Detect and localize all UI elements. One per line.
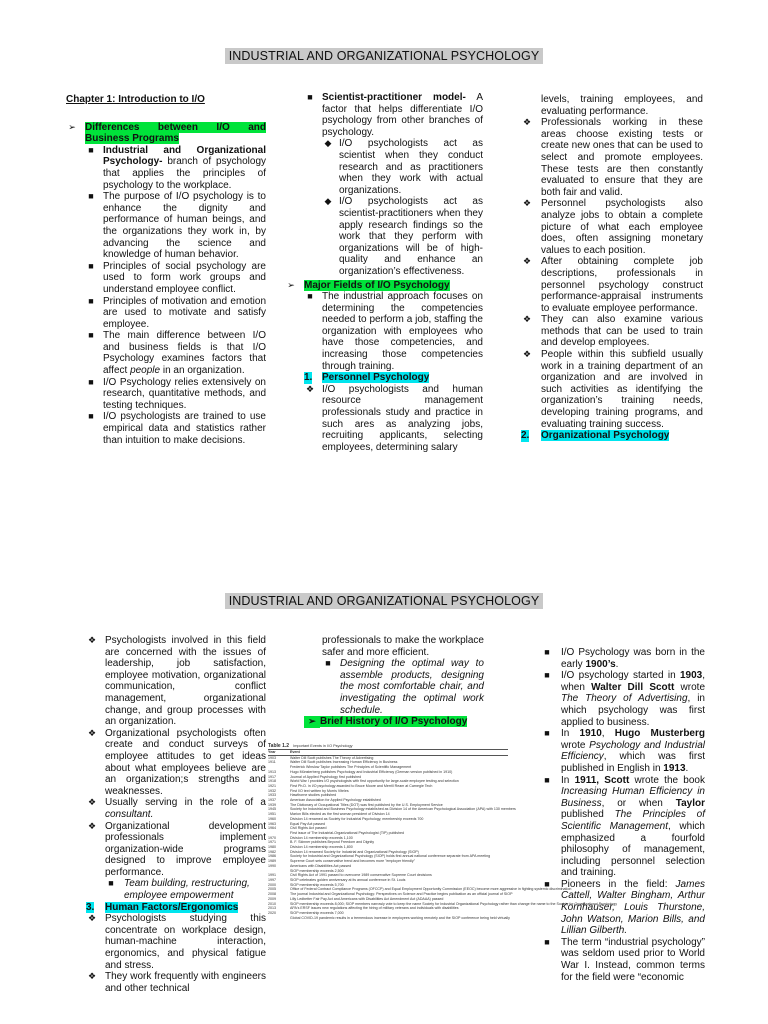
list-item: ❖ People within this subfield usually work in a training department of an organization and are involved in such activities as identifying the organization’s training needs, developing training programs, and evaluating training success. (522, 349, 703, 430)
list-item: ■ I/O Psychology relies extensively on research, quantitative methods, and testing techniques. (85, 377, 266, 412)
square-bullet-icon: ■ (88, 260, 94, 271)
table-cell-year: 2009 (268, 896, 276, 901)
table-cell-year: 1990 (268, 863, 276, 868)
square-bullet-icon: ■ (544, 936, 550, 947)
list-item: ■ In 1911, Scott wrote the book Increasing Human Efficiency in Business, or when Taylor published The Principles of Scientific Management, which emphasized a fourfold philosophy of management, including personnel selection and training. (541, 775, 705, 879)
square-bullet-icon: ■ (544, 774, 550, 785)
table-cell-year: 1918 (268, 779, 276, 784)
table-cell-event: Walter Dill Scott publishes The Theory of Advertising (290, 755, 374, 760)
page-title: INDUSTRIAL AND ORGANIZATIONAL PSYCHOLOGY (0, 596, 768, 609)
table-cell-event: SIOP membership exceeds 8,000; SIOP members narrowly vote to keep the name Society for Industrial Organizational Psychology rather than change the name to the Society for Organizational Psychology (290, 901, 618, 906)
list-item: ■ I/O psychology started in 1903, when Walter Dill Scott wrote The Theory of Advertising, in which psychology was first applied to business. (541, 670, 705, 728)
arrow-bullet-icon: ➢ (304, 716, 320, 728)
table-cell-event: APA's ERSF issues new regulations affecting the hiring of military veterans and individuals with disabilities (290, 906, 459, 911)
column-1 (66, 94, 266, 446)
table-cell-year: 1917 (268, 774, 276, 779)
table-cell-event: First I/O text written by Morris Viteles (290, 788, 349, 793)
table-cell-event: Civil Rights Act passed (290, 826, 327, 831)
table-cell-year: 1945 (268, 807, 276, 812)
list-item: ◆ I/O psychologists act as scientist-practitioners when they apply research findings so the work that they perform with organizations will be of high-quality and enhance an organization’s effectiveness. (322, 196, 483, 277)
list-item: ■ The purpose of I/O psychology is to enhance the dignity and performance of human beings, and the organizations they work in, by advancing the science and knowledge of human behavior. (85, 191, 266, 261)
table-cell-year: 1980 (268, 845, 276, 850)
table-cell-year: 1951 (268, 812, 276, 817)
list-item: ❖ They can also examine various methods that can be used to train and develop employees. (522, 314, 703, 349)
list-item: ■ I/O psychologists are trained to use empirical data and statistics rather than intuition to make decisions. (85, 411, 266, 446)
diff-heading: ➢ Differences between I/O and Business Programs (66, 122, 266, 145)
table-cell-year: 1960 (268, 816, 276, 821)
square-bullet-icon: ■ (325, 658, 331, 669)
square-bullet-icon: ■ (307, 92, 313, 102)
four-point-star-bullet-icon: ❖ (305, 383, 315, 394)
square-bullet-icon: ■ (544, 878, 550, 889)
table-caption: Table 1.2 Important Events in I/O Psychology (268, 743, 353, 749)
table-cell-year: 1970 (268, 835, 276, 840)
four-point-star-bullet-icon: ❖ (87, 797, 97, 808)
table-cell-year: 1997 (268, 877, 276, 882)
table-cell-event: The Dictionary of Occupational Titles (DOT) was first published by the U.S. Employment Service (290, 802, 443, 807)
list-item: ■ Principles of motivation and emotion are used to motivate and satisfy employee. (85, 296, 266, 331)
list-item-continued: professionals to make the workplace safer and more efficient. (322, 635, 484, 658)
table-row (268, 916, 508, 921)
list-item: ❖ They work frequently with engineers and other technical (87, 971, 266, 994)
list-item: ■ In 1910, Hugo Musterberg wrote Psychology and Industrial Efficiency, which was first published in English in 1913. (541, 728, 705, 774)
page-2 (0, 512, 768, 1024)
table-cell-year: 2013 (268, 906, 276, 911)
table-cell-year: 1991 (268, 873, 276, 878)
square-bullet-icon: ■ (88, 330, 94, 341)
table-cell-event: Marion Bills elected as the first woman president of Division 14 (290, 812, 390, 817)
table-cell-year: 1933 (268, 793, 276, 798)
list-item: ■ The main difference between I/O and business fields is that I/O Psychology examines factors that affect people in an organization. (85, 330, 266, 376)
table-cell-year: 1989 (268, 859, 276, 864)
column-3 (541, 647, 705, 983)
chapter-heading: Chapter 1: Introduction to I/O (66, 94, 205, 105)
four-point-star-bullet-icon: ❖ (87, 635, 97, 645)
list-item: ■ Pioneers in the field: James Cattell, Walter Bingham, Arthur Kornhauser, Louis Thurstone, John Watson, Marion Bills, and Lillian Gilberth. (541, 879, 705, 937)
table-cell-year: 2005 (268, 887, 276, 892)
list-item: ■ Principles of social psychology are used to form work groups and understand employee conflict. (85, 261, 266, 296)
table-cell-event: Walter Dill Scott publishes Increasing Human Efficiency in Business (290, 760, 398, 765)
table-cell-event: Hugo Münsterberg publishes Psychology and Industrial Efficiency (German version published in 1910) (290, 769, 453, 774)
table-cell-year: 1971 (268, 840, 276, 845)
list-item: ■ Scientist-practitioner model- A factor that helps differentiate I/O psychology from other branches of psychology. (304, 92, 483, 138)
square-bullet-icon: ■ (88, 191, 94, 202)
table-cell-event: Office of Federal Contract Compliance Programs (OFCCP) and Equal Employment Opportunity Commission (EEOC) become more aggressive in fighting systemic discrimination (290, 887, 572, 892)
table-cell-event: Global COVID-19 pandemic results in a tremendous increase in employees working remotely and the SIOP conference being held virtually (290, 915, 510, 920)
square-bullet-icon: ■ (108, 878, 114, 889)
column-2 (285, 92, 483, 453)
four-point-star-bullet-icon: ❖ (522, 198, 532, 209)
square-bullet-icon: ■ (544, 670, 550, 681)
list-item: ■ Industrial and Organizational Psychology- branch of psychology that applies the principles of psychology to the workplace. (85, 145, 266, 191)
page-title: INDUSTRIAL AND ORGANIZATIONAL PSYCHOLOGY (0, 51, 768, 64)
four-point-star-bullet-icon: ❖ (522, 117, 532, 128)
table-cell-event: Society for Industrial and Business Psychology established as Division 14 of the American Psychological Association (APA) with 130 members (290, 807, 516, 812)
table-cell-event: Journal of Applied Psychology first published (290, 774, 362, 779)
four-point-star-bullet-icon: ❖ (522, 314, 532, 325)
square-bullet-icon: ■ (88, 376, 94, 387)
list-item: ■ The industrial approach focuses on determining the competencies needed to perform a job, staffing the organization with employees who have those competencies, and increasing those competencies through training. (304, 291, 483, 372)
table-cell-event: First Ph.D. in I/O psychology awarded to Bruce Moore and Merrill Ream at Carnegie Tech (290, 783, 433, 788)
table-cell-event: SIOP membership exceeds 2,500 (290, 868, 344, 873)
table-header: Year Event (268, 749, 508, 756)
table-cell-year: 1913 (268, 769, 276, 774)
table-cell-year: 2020 (268, 910, 276, 915)
square-bullet-icon: ■ (88, 411, 94, 422)
table-cell-year: 1932 (268, 788, 276, 793)
list-item: ❖ Usually serving in the role of a consultant. (87, 797, 266, 820)
table-cell-event: The journal Industrial and Organizational Psychology: Perspectives on Science and Practice begins publication as an official journal of SIOP (290, 892, 513, 897)
table-cell-event: Frederick Winslow Taylor publishes The Principles of Scientific Management (290, 765, 412, 770)
table-cell-event: SIOP membership exceeds 5,700 (290, 882, 344, 887)
diamond-bullet-icon: ◆ (324, 196, 332, 207)
square-bullet-icon: ■ (88, 144, 94, 155)
table-cell-year: 1986 (268, 854, 276, 859)
list-item: ◆ I/O psychologists act as scientist when they conduct research and as practitioners when they work with actual organizations. (322, 138, 483, 196)
table-cell-year: 1937 (268, 798, 276, 803)
four-point-star-bullet-icon: ❖ (87, 913, 97, 924)
list-item: ■ Designing the optimal way to assemble products, designing the most comfortable chair, and investigating the optimal work schedule. (304, 658, 484, 716)
list-item: ❖ Organizational psychologists often create and conduct surveys of employee attitudes to get ideas about what employees believe are an organization;s strengths and weaknesses. (87, 727, 266, 797)
list-item: ❖ I/O psychologists and human resource management professionals study and practice in such ares as analyzing jobs, recruiting applicants, selecting employees, determining salary (305, 383, 483, 453)
table-cell-event: Equal Pay Act passed (290, 821, 325, 826)
four-point-star-bullet-icon: ❖ (87, 727, 97, 738)
table-cell-event: Society for Industrial and Organizational Psychology (SIOP) holds first annual national conference separate from APA meeting (290, 854, 491, 859)
table-cell-event: Hawthorne studies published (290, 793, 337, 798)
table-cell-event: SIOP celebrates golden anniversary at its annual conference in St. Louis (290, 877, 406, 882)
table-cell-event: First issue of The Industrial-Organizational Psychologist (TIP) published (290, 830, 404, 835)
table-cell-event: World War I provides I/O psychologists with first opportunity for large-scale employee testing and selection (290, 779, 459, 784)
table-cell-year: 2008 (268, 892, 276, 897)
list-item: ■ I/O Psychology was born in the early 1900’s. (541, 647, 705, 670)
table-cell-year: 1963 (268, 821, 276, 826)
four-point-star-bullet-icon: ❖ (87, 971, 97, 982)
table-cell-year: 1921 (268, 783, 276, 788)
list-item: ■ The term “industrial psychology” was seldom used prior to World War I. Instead, common terms for the field were “economic (541, 937, 705, 983)
table-cell-event: Division 14 renamed Society for Industrial and Organizational Psychology (SIOP) (290, 849, 419, 854)
table-cell-event: Division 14 membership exceeds 1,800 (290, 845, 353, 850)
list-item: ❖ Organizational development professionals implement organization-wide programs designed to improve employee performance. (87, 820, 266, 878)
table-cell-year: 2010 (268, 901, 276, 906)
hf-heading: 3. Human Factors/Ergonomics (86, 901, 239, 913)
list-item: ❖ Professionals working in these areas choose existing tests or create new ones that can be used to select and promote employees. These tests are then constantly evaluated to ensure that they are both fair and valid. (522, 117, 703, 198)
table-cell-year: 1939 (268, 802, 276, 807)
table-cell-event: Americans with Disabilities Act passed (290, 863, 352, 868)
table-cell-event: Civil Rights Act of 1991 passed to overcome 1989 conservative Supreme Court decisions (290, 873, 432, 878)
table-cell-year: 2000 (268, 882, 276, 887)
personnel-heading: 1. Personnel Psychology (304, 372, 430, 384)
table-cell-event: American Association for Applied Psychology established (290, 798, 381, 803)
table-body (268, 755, 618, 921)
column-3 (521, 94, 703, 442)
table-cell-year: 1911 (268, 760, 276, 765)
table-cell-event: Division 14 renamed as Society for Industrial Psychology, membership exceeds 700 (290, 816, 424, 821)
list-item: ❖ After obtaining complete job descriptions, professionals in personnel psychology construct performance-appraisal instruments to evaluate employee performance. (522, 256, 703, 314)
table-cell-year: 1903 (268, 755, 276, 760)
table-cell-event: B. F. Skinner publishes Beyond Freedom and Dignity (290, 840, 375, 845)
org-heading: 2. Organizational Psychology (521, 430, 670, 442)
arrow-bullet-icon: ➢ (68, 121, 76, 132)
four-point-star-bullet-icon: ❖ (522, 349, 532, 360)
table-cell-event: Supreme Court sets conservative trend and becomes more "employer friendly" (290, 859, 415, 864)
list-item: ■ Team building, restructuring, employee empowerment (86, 878, 266, 901)
list-item: ❖ Personnel psychologists also analyze jobs to obtain a complete picture of what each employee does, often assigning monetary values to each position. (522, 198, 703, 256)
table-cell-year: 1982 (268, 849, 276, 854)
table-cell-year (268, 916, 290, 921)
list-item-continued: levels, training employees, and evaluating performance. (541, 94, 703, 117)
brief-heading: ➢ Brief History of I/O Psychology (304, 716, 484, 728)
four-point-star-bullet-icon: ❖ (87, 820, 97, 831)
square-bullet-icon: ■ (544, 728, 550, 739)
list-item: ❖ Psychologists studying this concentrate on workplace design, human-machine interaction, ergonomics, and physical fatigue and stress. (87, 913, 266, 971)
square-bullet-icon: ■ (88, 295, 94, 306)
arrow-bullet-icon: ➢ (287, 279, 295, 290)
diamond-bullet-icon: ◆ (324, 138, 332, 149)
table-cell-event: Lilly Ledbetter Fair Pay Act and Americans with Disabilities Act Amendment Act (ADAAA) passed (290, 896, 444, 901)
square-bullet-icon: ■ (307, 291, 313, 302)
table-cell-event: SIOP membership exceeds 7,000 (290, 910, 344, 915)
square-bullet-icon: ■ (544, 647, 550, 657)
column-2 (304, 635, 484, 728)
column-1 (86, 635, 266, 994)
history-table (268, 743, 618, 1023)
list-item: ❖ Psychologists involved in this field are concerned with the issues of leadership, job satisfaction, employee motivation, organizational communication, conflict management, organizational change, and group processes with an organization. (87, 635, 266, 728)
table-cell-event: Division 14 membership exceeds 1,100 (290, 835, 353, 840)
four-point-star-bullet-icon: ❖ (522, 256, 532, 267)
major-heading: ➢ Major Fields of I/O Psychology (285, 280, 483, 292)
table-cell-year: 1964 (268, 826, 276, 831)
